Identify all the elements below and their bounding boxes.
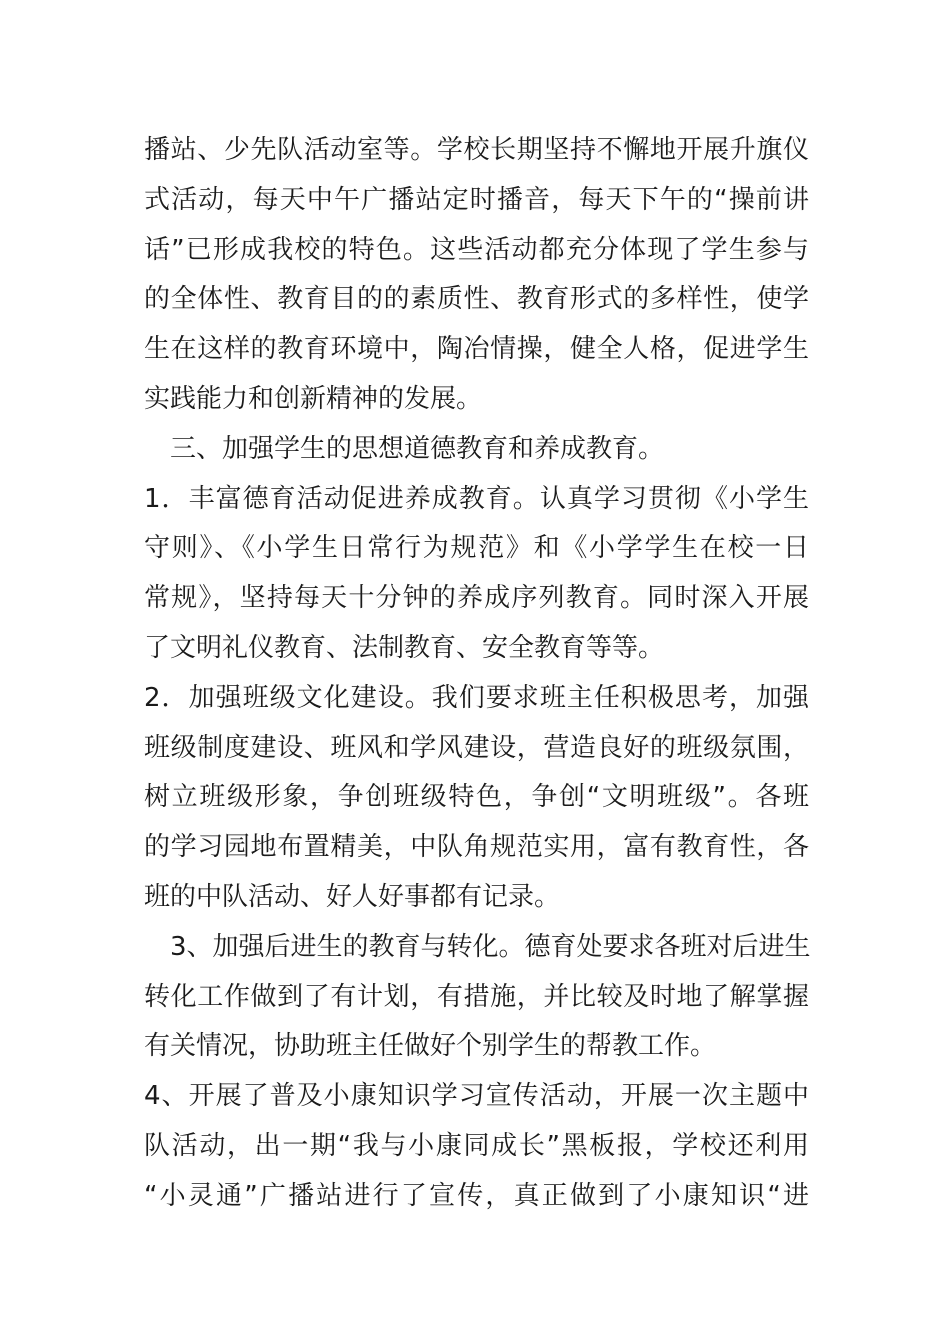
text-line: 1．丰富德育活动促进养成教育。认真学习贯彻《小学生 [144,483,809,514]
text-line: 3、加强后进生的教育与转化。德育处要求各班对后进生 [144,931,811,962]
text-line: 班级制度建设、班风和学风建设，营造良好的班级氛围， [144,732,809,763]
text-line: 话”已形成我校的特色。这些活动都充分体现了学生参与 [144,234,809,265]
text-line: 树立班级形象，争创班级特色，争创“文明班级”。各班 [144,782,809,813]
text-line: 的全体性、教育目的的素质性、教育形式的多样性，使学 [144,284,809,315]
body-text [144,126,809,1222]
text-line: “小灵通”广播站进行了宣传，真正做到了小康知识“进 [144,1180,809,1211]
text-line: 4、开展了普及小康知识学习宣传活动，开展一次主题中 [144,1081,809,1112]
text-line: 班的中队活动、好人好事都有记录。 [144,881,561,912]
text-line: 生在这样的教育环境中，陶冶情操，健全人格，促进学生 [144,334,809,365]
text-line: 常规》，坚持每天十分钟的养成序列教育。同时深入开展 [144,583,809,614]
text-line: 式活动，每天中午广播站定时播音，每天下午的“操前讲 [144,184,809,215]
text-line: 实践能力和创新精神的发展。 [144,383,483,414]
text-line: 了文明礼仪教育、法制教育、安全教育等等。 [144,632,665,663]
text-line: 有关情况，协助班主任做好个别学生的帮教工作。 [144,1031,717,1062]
text-line: 的学习园地布置精美，中队角规范实用，富有教育性，各 [144,832,809,863]
text-line: 守则》、《小学生日常行为规范》和《小学学生在校一日 [144,533,809,564]
section-heading: 三、加强学生的思想道德教育和养成教育。 [144,433,665,464]
text-line: 2．加强班级文化建设。我们要求班主任积极思考，加强 [144,682,809,713]
text-line: 队活动，出一期“我与小康同成长”黑板报，学校还利用 [144,1130,809,1161]
text-line: 转化工作做到了有计划，有措施，并比较及时地了解掌握 [144,981,809,1012]
text-line: 播站、少先队活动室等。学校长期坚持不懈地开展升旗仪 [144,135,809,165]
